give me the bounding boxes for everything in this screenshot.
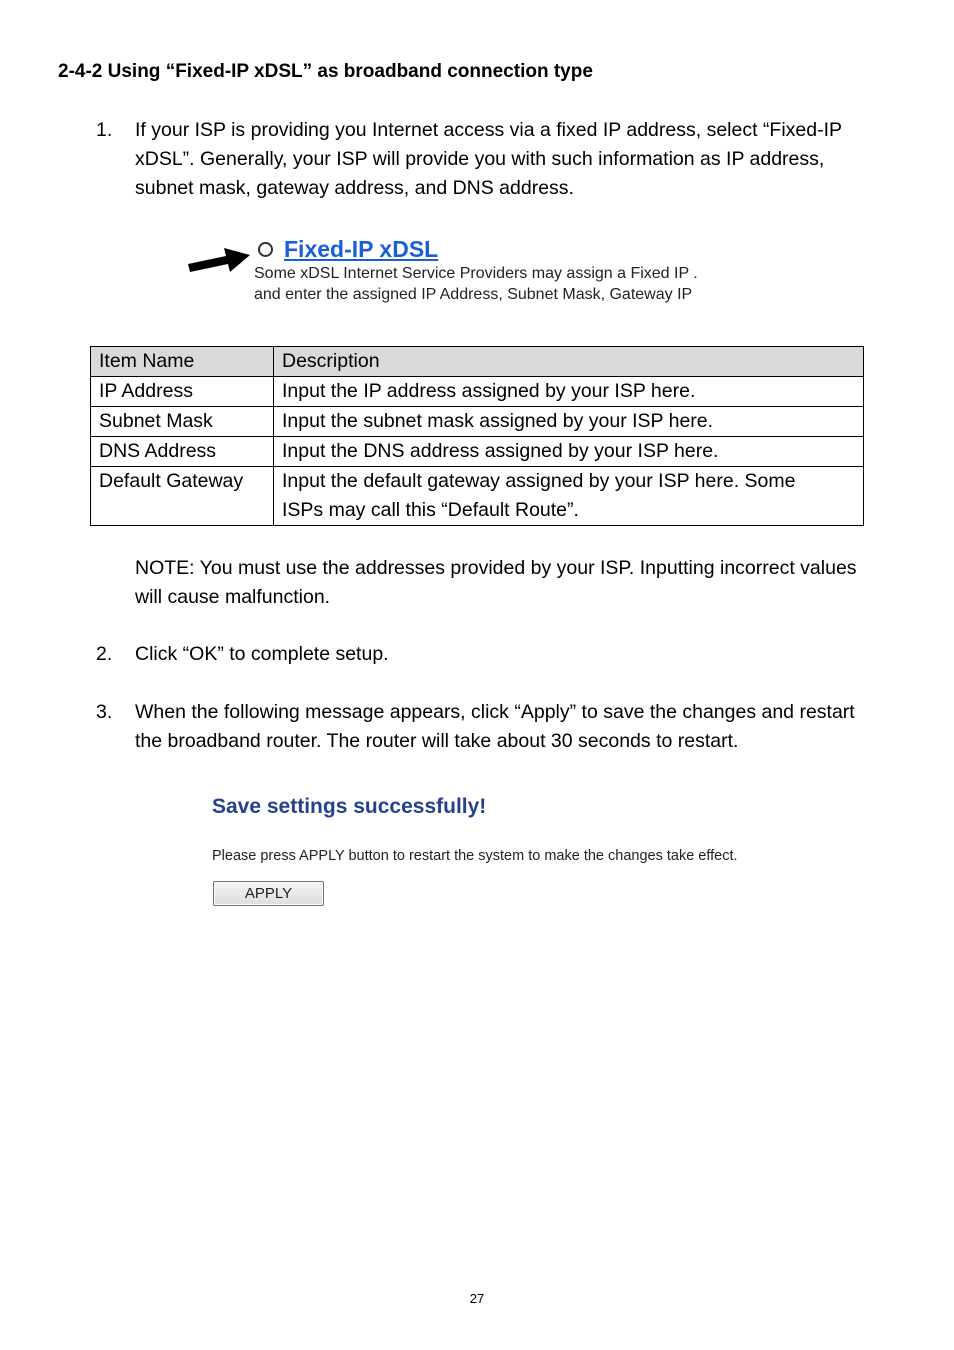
radio-button[interactable] bbox=[258, 242, 273, 257]
description-line: Input the default gateway assigned by your ISP here. Some bbox=[282, 470, 796, 492]
step-number: 1. bbox=[96, 119, 113, 141]
page-number: 27 bbox=[469, 1291, 485, 1306]
step-line: When the following message appears, click “Apply” to save the changes and restart bbox=[135, 701, 855, 723]
note-line: NOTE: You must use the addresses provided by your ISP. Inputting incorrect values bbox=[135, 557, 857, 579]
table-row bbox=[91, 377, 864, 407]
item-name-cell: DNS Address bbox=[91, 437, 274, 467]
fixed-ip-xdsl-link[interactable]: Fixed-IP xDSL bbox=[284, 236, 439, 262]
description-cell: Input the IP address assigned by your ISP here. bbox=[274, 377, 864, 407]
step-line: subnet mask, gateway address, and DNS address. bbox=[135, 177, 574, 199]
description-cell: Input the subnet mask assigned by your ISP here. bbox=[274, 407, 864, 437]
item-description-table bbox=[90, 346, 864, 526]
header-description: Description bbox=[274, 347, 864, 377]
apply-button[interactable]: APPLY bbox=[213, 881, 324, 906]
note-line: will cause malfunction. bbox=[135, 586, 331, 608]
step-number: 2. bbox=[96, 643, 113, 665]
step-number: 3. bbox=[96, 701, 113, 723]
arrow-pointer-icon bbox=[186, 242, 252, 276]
step-line: xDSL”. Generally, your ISP will provide you with such information as IP address, bbox=[135, 148, 825, 170]
fixed-ip-description bbox=[254, 263, 754, 305]
table-row bbox=[91, 437, 864, 467]
step-text bbox=[135, 116, 903, 203]
item-name-cell: Subnet Mask bbox=[91, 407, 274, 437]
step-line: the broadband router. The router will take about 30 seconds to restart. bbox=[135, 730, 739, 752]
header-item-name: Item Name bbox=[91, 347, 274, 377]
table-row bbox=[91, 467, 864, 526]
description-line: and enter the assigned IP Address, Subnet Mask, Gateway IP bbox=[254, 286, 693, 303]
save-success-title: Save settings successfully! bbox=[212, 795, 487, 818]
description-cell bbox=[274, 467, 864, 526]
table-row bbox=[91, 407, 864, 437]
fixed-ip-option-screenshot bbox=[186, 232, 746, 312]
step-text bbox=[135, 698, 915, 756]
table-header-row bbox=[91, 347, 864, 377]
note-text bbox=[135, 554, 915, 612]
save-success-message: Please press APPLY button to restart the system to make the changes take effect. bbox=[212, 848, 738, 864]
item-name-cell: IP Address bbox=[91, 377, 274, 407]
step-line: If your ISP is providing you Internet access via a fixed IP address, select “Fixed-IP bbox=[135, 119, 843, 141]
description-line: Some xDSL Internet Service Providers may assign a Fixed IP . bbox=[254, 265, 698, 282]
description-line: ISPs may call this “Default Route”. bbox=[282, 499, 579, 521]
section-heading: 2-4-2 Using “Fixed-IP xDSL” as broadband connection type bbox=[58, 61, 593, 82]
item-name-cell: Default Gateway bbox=[91, 467, 274, 526]
step-line: Click “OK” to complete setup. bbox=[135, 643, 389, 665]
save-settings-screenshot bbox=[212, 790, 812, 920]
step-text bbox=[135, 640, 903, 669]
description-cell: Input the DNS address assigned by your ISP here. bbox=[274, 437, 864, 467]
